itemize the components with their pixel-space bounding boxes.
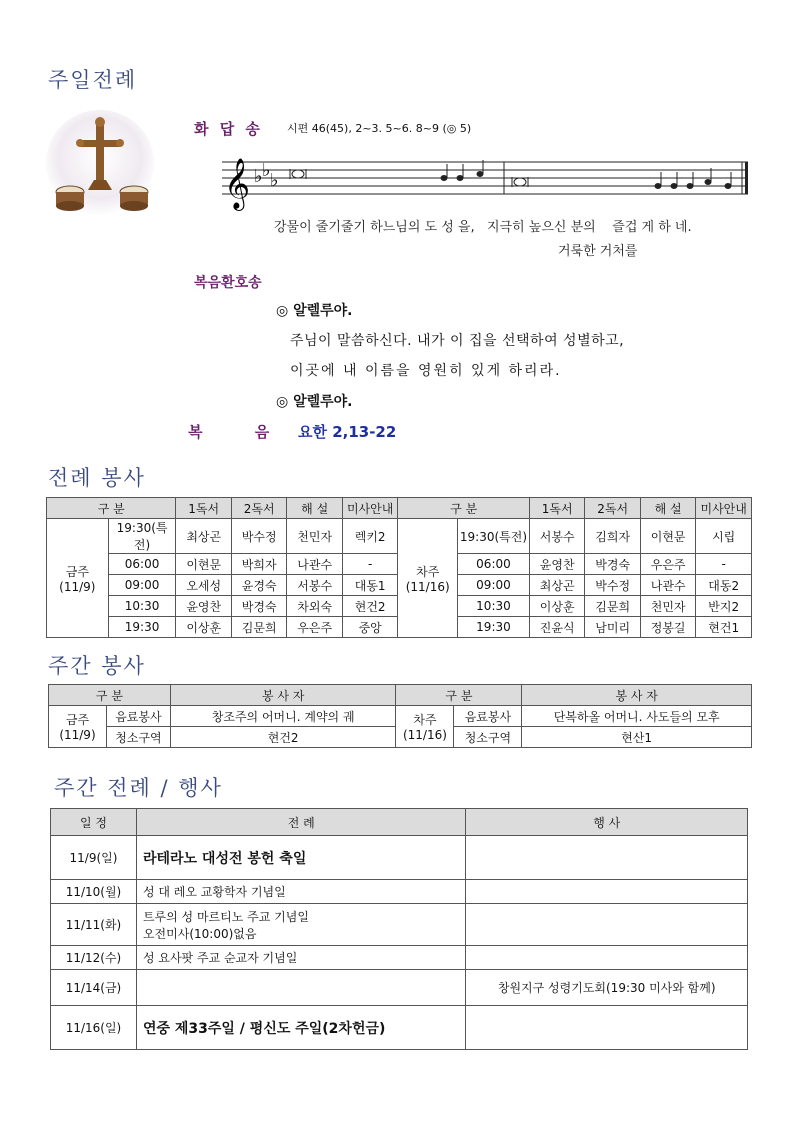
- service-group: 단복하올 어머니. 사도들의 모후: [522, 706, 752, 727]
- commentator: 나관수: [640, 575, 695, 596]
- alleluia-1: ◎ 알렐루야.: [276, 303, 353, 319]
- header-reading-2: 2독서: [585, 498, 640, 519]
- event-liturgy: 트루의 성 마르티노 주교 기념일 오전미사(10:00)없음: [136, 904, 465, 946]
- event-date: 11/16(일): [51, 1006, 137, 1050]
- table-row: [51, 946, 748, 970]
- mass-guide: -: [696, 554, 752, 575]
- reader-1: 윤영찬: [529, 554, 584, 575]
- acclamation-verse-2: 이곳에 내 이름을 영원히 있게 하리라.: [290, 363, 562, 379]
- weekly-events-header-row: [51, 809, 748, 836]
- header-category: 구 분: [398, 498, 530, 519]
- mass-guide: 현건1: [696, 617, 752, 638]
- mass-time: 10:30: [108, 596, 176, 617]
- mass-guide: -: [342, 554, 397, 575]
- liturgy-service-table: [46, 497, 752, 638]
- header-category: 구 분: [49, 685, 171, 706]
- header-volunteer: 봉 사 자: [170, 685, 396, 706]
- mass-time: 06:00: [458, 554, 530, 575]
- table-row: [51, 904, 748, 946]
- this-week-label: 금주 (11/9): [49, 706, 107, 748]
- reader-1: 최상곤: [176, 519, 231, 554]
- reader-1: 진윤식: [529, 617, 584, 638]
- reader-2: 김희자: [585, 519, 640, 554]
- service-group: 현산1: [522, 727, 752, 748]
- commentator: 천민자: [287, 519, 342, 554]
- table-row: [51, 836, 748, 880]
- event-liturgy: 성 요사팟 주교 순교자 기념일: [136, 946, 465, 970]
- mass-time: 09:00: [108, 575, 176, 596]
- gospel-label: 복 음: [188, 423, 270, 441]
- event-activity: [466, 946, 748, 970]
- reader-2: 김문희: [585, 596, 640, 617]
- svg-text:♭: ♭: [270, 170, 279, 191]
- event-date: 11/10(월): [51, 880, 137, 904]
- reader-1: 이현문: [176, 554, 231, 575]
- commentator: 나관수: [287, 554, 342, 575]
- commentator: 천민자: [640, 596, 695, 617]
- svg-text:♭: ♭: [262, 160, 271, 181]
- commentator: 이현문: [640, 519, 695, 554]
- cross-candles-image: [44, 108, 156, 218]
- service-type: 음료봉사: [106, 706, 170, 727]
- reader-1: 서봉수: [529, 519, 584, 554]
- sunday-liturgy-title: 주일전례: [48, 68, 138, 92]
- weekly-service-title: 주간 봉사: [48, 654, 146, 678]
- mass-time: 19:30(특전): [108, 519, 176, 554]
- weekly-events-title: 주간 전례 / 행사: [54, 776, 223, 800]
- lyrics-line-1: 강물이 줄기줄기 하느님의 도 성 을, 지극히 높으신 분의 즐겁 게 하 네.: [274, 220, 692, 235]
- header-commentary: 해 설: [287, 498, 342, 519]
- event-date: 11/12(수): [51, 946, 137, 970]
- header-liturgy: 전 례: [136, 809, 465, 836]
- event-activity: [466, 836, 748, 880]
- reader-2: 윤경숙: [231, 575, 286, 596]
- event-activity: 창원지구 성령기도회(19:30 미사와 함께): [466, 970, 748, 1006]
- mass-time: 19:30(특전): [458, 519, 530, 554]
- next-week-label: 차주 (11/16): [398, 519, 458, 638]
- event-liturgy: 성 대 레오 교황학자 기념일: [136, 880, 465, 904]
- table-row: [49, 706, 752, 727]
- event-date: 11/9(일): [51, 836, 137, 880]
- event-liturgy: [136, 970, 465, 1006]
- header-date: 일 정: [51, 809, 137, 836]
- reader-1: 윤영찬: [176, 596, 231, 617]
- header-category: 구 분: [47, 498, 176, 519]
- reader-1: 이상훈: [529, 596, 584, 617]
- service-group: 창조주의 어머니. 계약의 궤: [170, 706, 396, 727]
- mass-guide: 렉키2: [342, 519, 397, 554]
- music-staff: [222, 148, 752, 214]
- header-event: 행 사: [466, 809, 748, 836]
- reader-2: 박경숙: [585, 554, 640, 575]
- acclamation-verse-1: 주님이 말씀하신다. 내가 이 집을 선택하여 성별하고,: [290, 333, 625, 349]
- mass-time: 10:30: [458, 596, 530, 617]
- header-reading-2: 2독서: [231, 498, 286, 519]
- reader-2: 김문희: [231, 617, 286, 638]
- event-liturgy: 라테라노 대성전 봉헌 축일: [136, 836, 465, 880]
- reader-2: 박수정: [585, 575, 640, 596]
- response-psalm-ref: 시편 46(45), 2~3. 5~6. 8~9 (◎ 5): [287, 122, 472, 135]
- service-type: 청소구역: [454, 727, 522, 748]
- service-group: 현건2: [170, 727, 396, 748]
- mass-guide: 대동2: [696, 575, 752, 596]
- event-liturgy: 연중 제33주일 / 평신도 주일(2차헌금): [136, 1006, 465, 1050]
- svg-text:𝄞: 𝄞: [224, 158, 251, 209]
- commentator: 우은주: [287, 617, 342, 638]
- table-row: [51, 1006, 748, 1050]
- liturgy-service-title: 전례 봉사: [48, 466, 146, 490]
- mass-time: 19:30: [108, 617, 176, 638]
- table-row: [51, 970, 748, 1006]
- commentator: 서봉수: [287, 575, 342, 596]
- gospel-reference: 요한 2,13-22: [298, 423, 397, 441]
- header-volunteer: 봉 사 자: [522, 685, 752, 706]
- reader-1: 최상곤: [529, 575, 584, 596]
- service-type: 음료봉사: [454, 706, 522, 727]
- gospel-acclamation-label: 복음환호송: [194, 275, 262, 291]
- reader-1: 이상훈: [176, 617, 231, 638]
- header-mass-guide: 미사안내: [696, 498, 752, 519]
- event-date: 11/11(화): [51, 904, 137, 946]
- reader-2: 박희자: [231, 554, 286, 575]
- weekly-service-header-row: [49, 685, 752, 706]
- next-week-label: 차주 (11/16): [396, 706, 454, 748]
- this-week-label: 금주 (11/9): [47, 519, 109, 638]
- reader-2: 박경숙: [231, 596, 286, 617]
- commentator: 차외숙: [287, 596, 342, 617]
- reader-2: 박수정: [231, 519, 286, 554]
- mass-guide: 중앙: [342, 617, 397, 638]
- commentator: 우은주: [640, 554, 695, 575]
- weekly-events-table: [50, 808, 748, 1050]
- weekly-service-table: [48, 684, 752, 748]
- alleluia-2: ◎ 알렐루야.: [276, 394, 353, 410]
- header-mass-guide: 미사안내: [342, 498, 397, 519]
- mass-time: 09:00: [458, 575, 530, 596]
- event-activity: [466, 904, 748, 946]
- reader-2: 남미리: [585, 617, 640, 638]
- mass-time: 19:30: [458, 617, 530, 638]
- mass-guide: 대동1: [342, 575, 397, 596]
- service-type: 청소구역: [106, 727, 170, 748]
- table-row: [47, 519, 752, 554]
- table-row: [51, 880, 748, 904]
- reader-1: 오세성: [176, 575, 231, 596]
- liturgy-service-header-row: [47, 498, 752, 519]
- mass-guide: 시립: [696, 519, 752, 554]
- header-reading-1: 1독서: [529, 498, 584, 519]
- lyrics-line-2: 거룩한 거처를: [558, 244, 638, 259]
- event-date: 11/14(금): [51, 970, 137, 1006]
- mass-time: 06:00: [108, 554, 176, 575]
- commentator: 정봉길: [640, 617, 695, 638]
- header-commentary: 해 설: [640, 498, 695, 519]
- header-category: 구 분: [396, 685, 522, 706]
- header-reading-1: 1독서: [176, 498, 231, 519]
- svg-text:♭: ♭: [254, 166, 263, 187]
- event-activity: [466, 880, 748, 904]
- mass-guide: 현건2: [342, 596, 397, 617]
- event-activity: [466, 1006, 748, 1050]
- response-psalm-label: 화 답 송: [194, 120, 263, 138]
- mass-guide: 반지2: [696, 596, 752, 617]
